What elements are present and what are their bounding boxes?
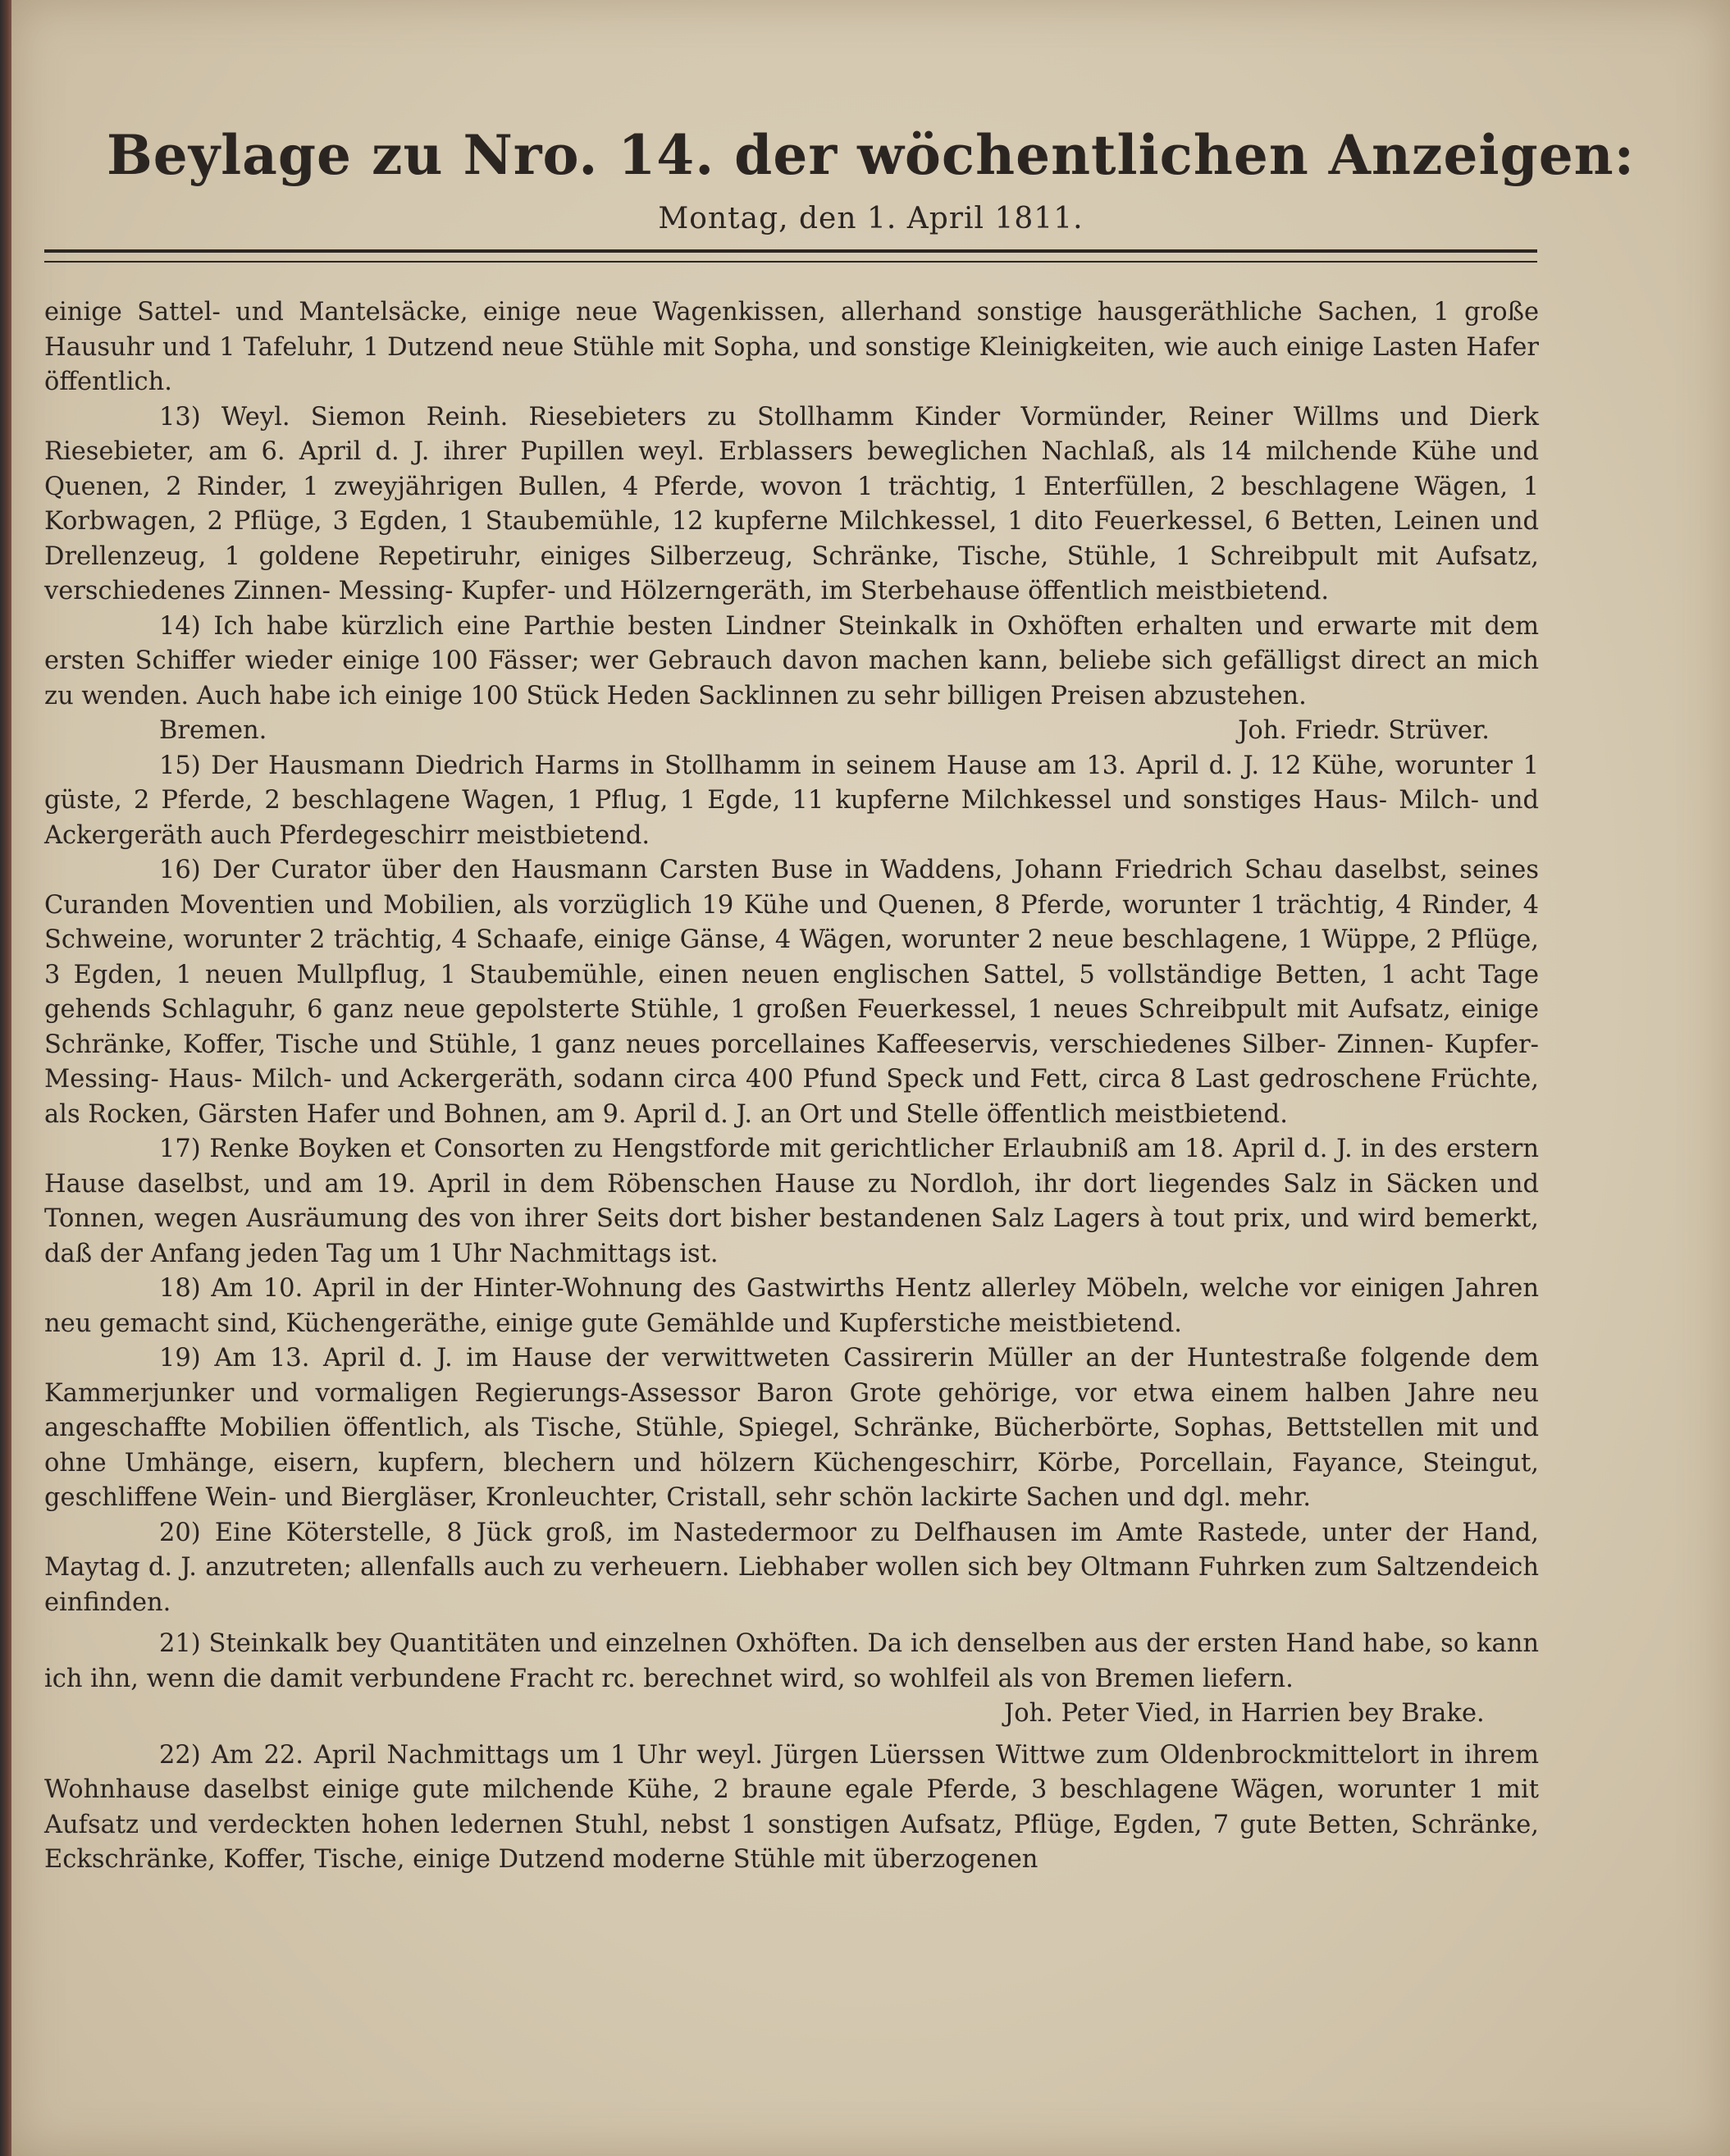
paragraph-17: 17) Renke Boyken et Consorten zu Hengstforde mit gerichtlicher Erlaubniß am 18. April d. J. in des erstern Hause daselbst, und am 19. April in dem Röbenschen Hause zu Nordloh, ihr dort liegendes Salz in Säcken und Tonnen, wegen Ausräumung des von ihrer Seits dort bisher bestandenen Salz Lagers à tout prix, und wird bemerkt, daß der Anfang jeden Tag um 1 Uhr Nachmittags ist. — [44, 1135, 1539, 1268]
paragraph-20: 20) Eine Köterstelle, 8 Jück groß, im Nastedermoor zu Delfhausen im Amte Rastede, unter der Hand, Maytag d. J. anzutreten; allenfalls auch zu verheuern. Liebhaber wollen sich bey Oltmann Fuhrken zum Saltzendeich einfinden. — [44, 1518, 1539, 1617]
paragraph-22: 22) Am 22. April Nachmittags um 1 Uhr weyl. Jürgen Lüerssen Wittwe zum Oldenbrockmittelort in ihrem Wohnhause daselbst einige gute milchende Kühe, 2 braune egale Pferde, 3 beschlagene Wägen, worunter 1 mit Aufsatz und verdeckten hohen ledernen Stuhl, nebst 1 sonstigen Aufsatz, Pflüge, Egden, 7 gute Betten, Schränke, Eckschränke, Koffer, Tische, einige Dutzend moderne Stühle mit überzogenen — [44, 1740, 1539, 1874]
paragraph-14: 14) Ich habe kürzlich eine Parthie besten Lindner Steinkalk in Oxhöften erhalten und erwarte mit dem ersten Schiffer wieder einige 100 Fässer; wer Gebrauch davon machen kann, beliebe sich gefälligst direct an mich zu wenden. Auch habe ich einige 100 Stück Heden Sacklinnen zu sehr billigen Preisen abzustehen. — [44, 611, 1539, 710]
paragraph-13: 13) Weyl. Siemon Reinh. Riesebieters zu Stollhamm Kinder Vormünder, Reiner Willms und Dierk Riesebieter, am 6. April d. J. ihrer Pupillen weyl. Erblassers beweglichen Nachlaß, als 14 milchende Kühe und Quenen, 2 Rinder, 1 zweyjährigen Bullen, 4 Pferde, wovon 1 trächtig, 1 Enterfüllen, 2 beschlagene Wägen, 1 Korbwagen, 2 Pflüge, 3 Egden, 1 Staubemühle, 12 kupferne Milchkessel, 1 dito Feuerkessel, 6 Betten, Leinen und Drellenzeug, 1 goldene Repetiruhr, einiges Silberzeug, Schränke, Tische, Stühle, 1 Schreibpult mit Aufsatz, verschiedenes Zinnen- Messing- Kupfer- und Hölzerngeräth, im Sterbehause öffentlich meistbietend. — [44, 402, 1539, 605]
page-date: Montag, den 1. April 1811. — [658, 202, 1084, 235]
signature-line-14 — [44, 714, 1539, 749]
paragraph-continuation: einige Sattel- und Mantelsäcke, einige neue Wagenkissen, allerhand sonstige hausgeräthliche Sachen, 1 große Hausuhr und 1 Tafeluhr, 1 Dutzend neue Stühle mit Sopha, und sonstige Kleinigkeiten, wie auch einige Lasten Hafer öffentlich. — [44, 298, 1539, 396]
paragraph-15: 15) Der Hausmann Diedrich Harms in Stollhamm in seinem Hause am 13. April d. J. 12 Kühe, worunter 1 güste, 2 Pferde, 2 beschlagene Wagen, 1 Pflug, 1 Egde, 11 kupferne Milchkessel und sonstiges Haus- Milch- und Ackergeräth auch Pferdegeschirr meistbietend. — [44, 751, 1539, 850]
paragraph-16: 16) Der Curator über den Hausmann Carsten Buse in Waddens, Johann Friedrich Schau daselbst, seines Curanden Moventien und Mobilien, als vorzüglich 19 Kühe und Quenen, 8 Pferde, worunter 1 trächtig, 4 Rinder, 4 Schweine, worunter 2 trächtig, 4 Schaafe, einige Gänse, 4 Wägen, worunter 2 neue beschlagene, 1 Wüppe, 2 Pflüge, 3 Egden, 1 neuen Mullpflug, 1 Staubemühle, einen neuen englischen Sattel, 5 vollständige Betten, 1 acht Tage gehends Schlaguhr, 6 ganz neue gepolsterte Stühle, 1 großen Feuerkessel, 1 neues Schreibpult mit Aufsatz, einige Schränke, Koffer, Tische und Stühle, 1 ganz neues porcellaines Kaffeeservis, verschiedenes Silber- Zinnen- Kupfer- Messing- Haus- Milch- und Ackergeräth, sodann circa 400 Pfund Speck und Fett, circa 8 Last gedroschene Früchte, als Rocken, Gärsten Hafer und Bohnen, am 9. April d. J. an Ort und Stelle öffentlich meistbietend. — [44, 856, 1539, 1129]
page-header — [11, 123, 1730, 235]
paragraph-18: 18) Am 10. April in der Hinter-Wohnung des Gastwirths Hentz allerley Möbeln, welche vor einigen Jahren neu gemacht sind, Küchengeräthe, einige gute Gemählde und Kupferstiche meistbietend. — [44, 1274, 1539, 1338]
signature-place: Bremen. — [159, 716, 267, 745]
paragraph-21: 21) Steinkalk bey Quantitäten und einzelnen Oxhöften. Da ich denselben aus der ersten Hand habe, so kann ich ihn, wenn die damit verbundene Fracht rc. berechnet wird, so wohlfeil als von Bremen liefern. — [44, 1629, 1539, 1693]
signature-name: Joh. Friedr. Strüver. — [1238, 716, 1490, 745]
document-body — [44, 295, 1539, 1878]
book-spine — [0, 0, 11, 2156]
document-page — [11, 0, 1730, 2156]
signature-name: Joh. Peter Vied, in Harrien bey Brake. — [1004, 1699, 1485, 1728]
signature-line-21 — [44, 1697, 1539, 1732]
header-rule — [44, 249, 1537, 263]
page-title: Beylage zu Nro. 14. der wöchentlichen Anzeigen: — [106, 123, 1636, 187]
paragraph-19: 19) Am 13. April d. J. im Hause der verwittweten Cassirerin Müller an der Huntestraße folgende dem Kammerjunker und vormaligen Regierungs-Assessor Baron Grote gehörige, vor etwa einem halben Jahre neu angeschaffte Mobilien öffentlich, als Tische, Stühle, Spiegel, Schränke, Bücherbörte, Sophas, Bettstellen mit und ohne Umhänge, eisern, kupfern, blechern und hölzern Küchengeschirr, Körbe, Porcellain, Fayance, Steingut, geschliffene Wein- und Biergläser, Kronleuchter, Cristall, sehr schön lackirte Sachen und dgl. mehr. — [44, 1344, 1539, 1512]
